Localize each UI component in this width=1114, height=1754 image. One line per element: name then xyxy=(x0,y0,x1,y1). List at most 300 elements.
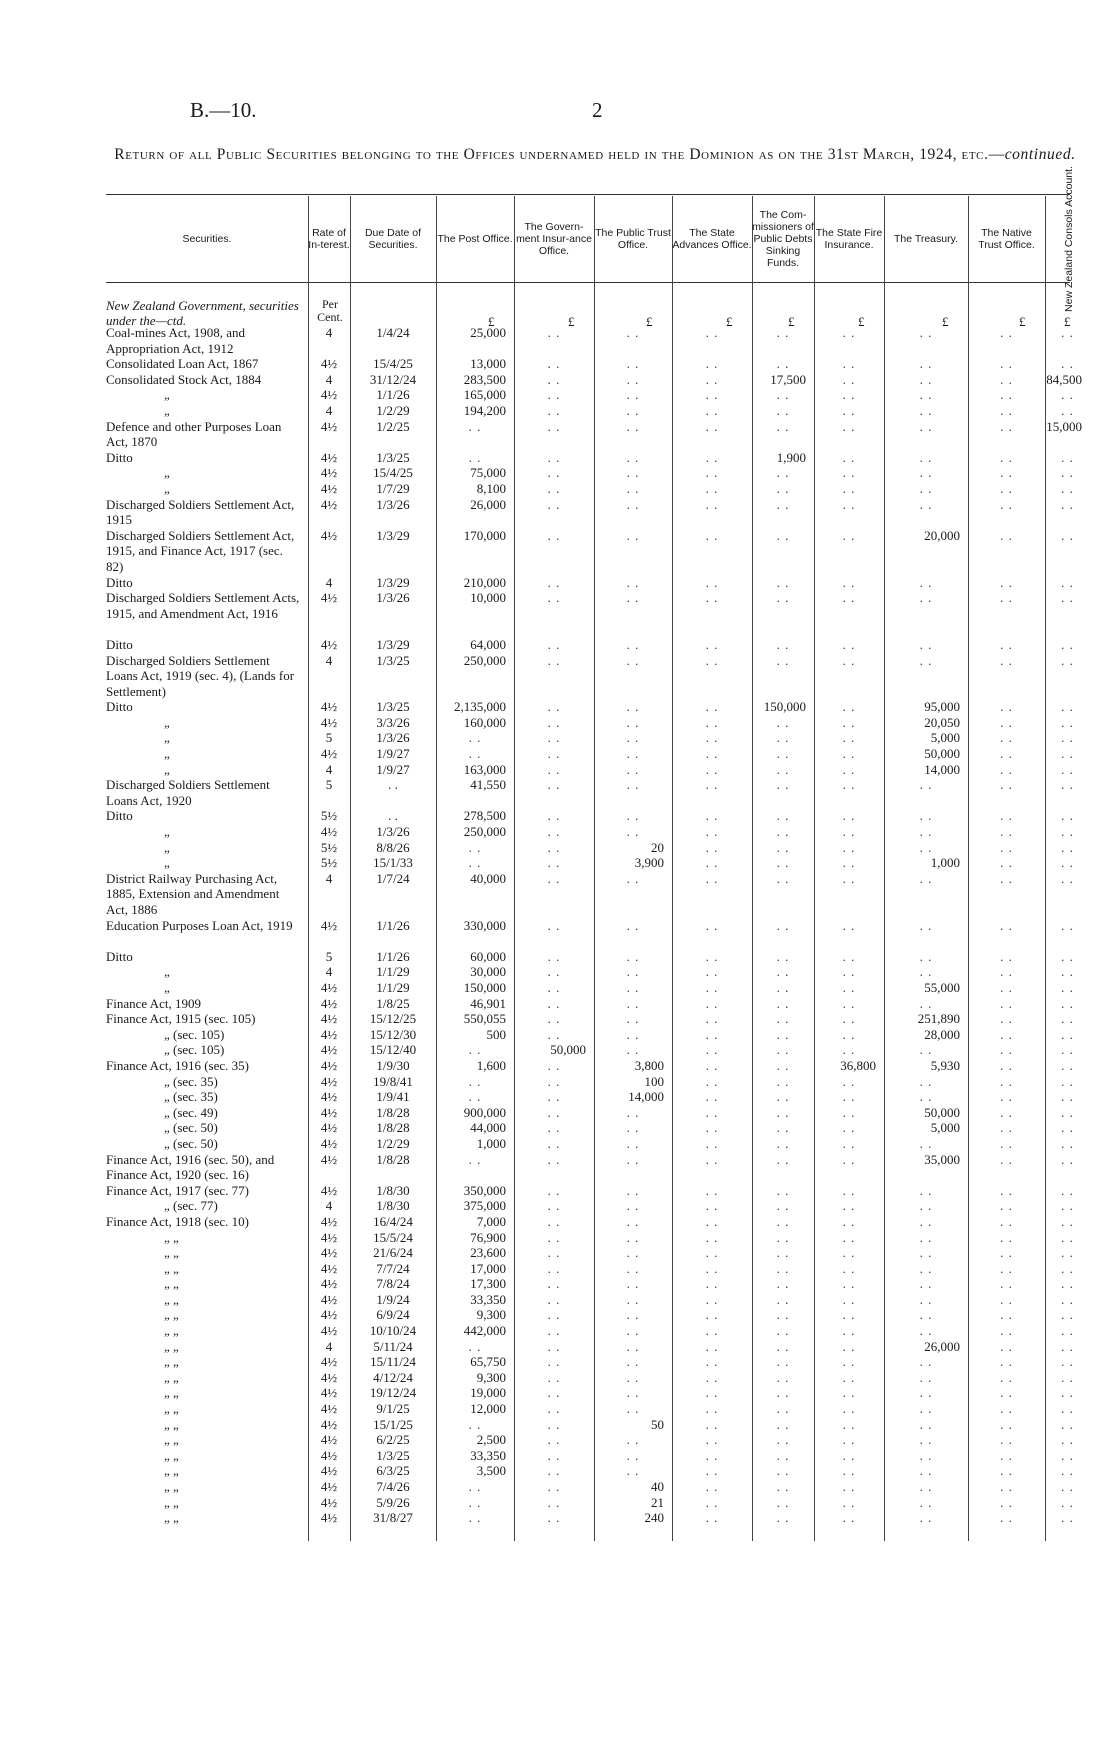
security-name: Discharged Soldiers Settlement Act, 1915 xyxy=(106,496,295,528)
empty-cell-dots: . . xyxy=(547,402,561,418)
column-header xyxy=(308,196,350,282)
due-date: 31/12/24 xyxy=(369,371,417,387)
interest-rate: 4 xyxy=(325,574,333,590)
due-date: 1/9/41 xyxy=(376,1089,410,1105)
due-date: 15/11/24 xyxy=(370,1354,416,1370)
empty-cell-dots: . . xyxy=(842,1432,856,1448)
empty-cell-dots: . . xyxy=(547,1369,561,1385)
empty-cell-dots: . . xyxy=(705,652,719,668)
table-row xyxy=(0,871,1114,918)
empty-cell-dots: . . xyxy=(705,1510,719,1526)
empty-cell-dots: . . xyxy=(919,917,933,933)
empty-cell-dots: . . xyxy=(1061,1432,1074,1448)
table-row xyxy=(0,808,1114,824)
amount-cell: 33,350 xyxy=(470,1447,506,1463)
due-date: 1/3/29 xyxy=(376,636,410,652)
empty-cell-dots: . . xyxy=(547,1182,561,1198)
empty-cell-dots: . . xyxy=(1000,1323,1013,1339)
amount-cell: 76,900 xyxy=(470,1229,506,1245)
empty-cell-dots: . . xyxy=(626,948,640,964)
empty-cell-dots: . . xyxy=(1061,636,1074,652)
empty-cell-dots: . . xyxy=(1000,1385,1013,1401)
security-name: „ xyxy=(164,730,170,746)
empty-cell-dots: . . xyxy=(1061,917,1074,933)
empty-cell-dots: . . xyxy=(776,746,790,762)
currency-unit: £ xyxy=(726,314,733,329)
empty-cell-dots: . . xyxy=(1061,730,1074,746)
empty-cell-dots: . . xyxy=(1000,1245,1013,1261)
interest-rate: 4½ xyxy=(320,356,338,372)
empty-cell-dots: . . xyxy=(468,1151,482,1167)
empty-cell-dots: . . xyxy=(547,824,561,840)
empty-cell-dots: . . xyxy=(919,1385,933,1401)
empty-cell-dots: . . xyxy=(776,948,790,964)
security-name: „ „ xyxy=(164,1510,179,1526)
due-date: 1/3/26 xyxy=(376,590,410,606)
interest-rate: 4½ xyxy=(320,496,338,512)
empty-cell-dots: . . xyxy=(1000,1494,1013,1510)
empty-cell-dots: . . xyxy=(1061,590,1074,606)
empty-cell-dots: . . xyxy=(705,1089,719,1105)
empty-cell-dots: . . xyxy=(919,574,933,590)
security-name: „ xyxy=(164,465,170,481)
due-date: . . xyxy=(388,808,398,824)
empty-cell-dots: . . xyxy=(1061,1057,1074,1073)
interest-rate: 4½ xyxy=(320,1323,338,1339)
due-date: 1/7/29 xyxy=(376,480,410,496)
amount-cell: 240 xyxy=(644,1510,664,1526)
currency-unit: £ xyxy=(1064,314,1071,329)
empty-cell-dots: . . xyxy=(705,371,719,387)
empty-cell-dots: . . xyxy=(842,1401,856,1417)
amount-cell: 5,000 xyxy=(930,730,960,746)
empty-cell-dots: . . xyxy=(776,964,790,980)
due-date: 6/2/25 xyxy=(376,1432,410,1448)
amount-cell: 84,500 xyxy=(1046,371,1082,387)
empty-cell-dots: . . xyxy=(468,1494,482,1510)
empty-cell-dots: . . xyxy=(919,964,933,980)
empty-cell-dots: . . xyxy=(776,1385,790,1401)
empty-cell-dots: . . xyxy=(705,1354,719,1370)
empty-cell-dots: . . xyxy=(547,449,561,465)
empty-cell-dots: . . xyxy=(1000,870,1013,886)
empty-cell-dots: . . xyxy=(468,1510,482,1526)
currency-unit: £ xyxy=(942,314,949,329)
amount-cell: 50,000 xyxy=(924,1104,960,1120)
due-date: 15/4/25 xyxy=(373,465,413,481)
security-name: Finance Act, 1916 (sec. 50), and Finance Act, 1920 (sec. 16) xyxy=(106,1151,275,1183)
due-date: 16/4/24 xyxy=(373,1213,413,1229)
table-row xyxy=(0,840,1114,856)
security-name: „ „ xyxy=(164,1369,179,1385)
empty-cell-dots: . . xyxy=(1000,387,1013,403)
column-header xyxy=(968,196,1045,282)
amount-cell: 150,000 xyxy=(463,980,506,995)
table-row xyxy=(0,996,1114,1012)
amount-cell: 17,000 xyxy=(470,1260,506,1276)
empty-cell-dots: . . xyxy=(776,1432,790,1448)
empty-cell-dots: . . xyxy=(1000,917,1013,933)
amount-cell: 21 xyxy=(651,1494,664,1510)
rate-unit: Per Cent. xyxy=(317,297,343,324)
empty-cell-dots: . . xyxy=(919,1494,933,1510)
empty-cell-dots: . . xyxy=(776,325,790,340)
column-header xyxy=(814,196,884,282)
table-row xyxy=(0,450,1114,466)
security-name: „ „ xyxy=(164,1229,179,1245)
due-date: 1/3/29 xyxy=(376,574,410,590)
empty-cell-dots: . . xyxy=(547,1011,561,1027)
interest-rate: 4½ xyxy=(320,387,338,403)
table-row xyxy=(0,1198,1114,1214)
empty-cell-dots: . . xyxy=(547,1198,561,1214)
column-header-label: The Native Trust Office. xyxy=(978,227,1035,251)
empty-cell-dots: . . xyxy=(776,1042,790,1058)
empty-cell-dots: . . xyxy=(1000,652,1013,668)
empty-cell-dots: . . xyxy=(1000,1089,1013,1105)
interest-rate: 4 xyxy=(325,402,333,418)
empty-cell-dots: . . xyxy=(626,465,640,481)
interest-rate: 4½ xyxy=(320,465,338,481)
empty-cell-dots: . . xyxy=(776,1182,790,1198)
security-name: „ (sec. 77) xyxy=(164,1198,218,1214)
interest-rate: 4½ xyxy=(320,1104,338,1120)
empty-cell-dots: . . xyxy=(1061,714,1074,730)
column-header xyxy=(752,196,814,282)
empty-cell-dots: . . xyxy=(1061,1245,1074,1261)
empty-cell-dots: . . xyxy=(1061,808,1074,824)
empty-cell-dots: . . xyxy=(547,839,561,855)
empty-cell-dots: . . xyxy=(919,1416,933,1432)
empty-cell-dots: . . xyxy=(705,730,719,746)
empty-cell-dots: . . xyxy=(1061,325,1074,340)
empty-cell-dots: . . xyxy=(776,870,790,886)
empty-cell-dots: . . xyxy=(842,1151,856,1167)
empty-cell-dots: . . xyxy=(842,1042,856,1058)
empty-cell-dots: . . xyxy=(1061,1026,1074,1042)
column-header-label: The Treasury. xyxy=(894,233,958,245)
empty-cell-dots: . . xyxy=(842,1135,856,1151)
due-date: 1/2/29 xyxy=(376,1135,410,1151)
empty-cell-dots: . . xyxy=(1061,1198,1074,1214)
empty-cell-dots: . . xyxy=(626,870,640,886)
table-row xyxy=(0,715,1114,731)
empty-cell-dots: . . xyxy=(1000,1229,1013,1245)
empty-cell-dots: . . xyxy=(547,1416,561,1432)
empty-cell-dots: . . xyxy=(842,855,856,871)
table-row xyxy=(0,637,1114,653)
empty-cell-dots: . . xyxy=(626,995,640,1011)
due-date: 1/3/25 xyxy=(376,699,410,715)
empty-cell-dots: . . xyxy=(776,1354,790,1370)
empty-cell-dots: . . xyxy=(547,418,561,434)
security-name: Discharged Soldiers Settlement Loans Act, 1920 xyxy=(106,777,270,808)
due-date: 5/11/24 xyxy=(373,1338,413,1354)
empty-cell-dots: . . xyxy=(626,1432,640,1448)
table-row xyxy=(0,1370,1114,1386)
interest-rate: 4½ xyxy=(320,1354,338,1370)
currency-unit: £ xyxy=(646,314,653,329)
amount-cell: 40,000 xyxy=(470,870,506,886)
amount-cell: 55,000 xyxy=(924,980,960,995)
security-name: „ „ xyxy=(164,1463,179,1479)
security-name: „ „ xyxy=(164,1245,179,1261)
empty-cell-dots: . . xyxy=(919,824,933,840)
empty-cell-dots: . . xyxy=(705,948,719,964)
securities-table-body xyxy=(0,325,1114,1526)
empty-cell-dots: . . xyxy=(547,1479,561,1494)
empty-cell-dots: . . xyxy=(547,1073,561,1089)
empty-cell-dots: . . xyxy=(705,1120,719,1136)
empty-cell-dots: . . xyxy=(1061,387,1074,403)
empty-cell-dots: . . xyxy=(1000,1416,1013,1432)
empty-cell-dots: . . xyxy=(1061,824,1074,840)
interest-rate: 4½ xyxy=(320,1182,338,1198)
empty-cell-dots: . . xyxy=(705,1494,719,1510)
empty-cell-dots: . . xyxy=(1061,1229,1074,1245)
interest-rate: 5 xyxy=(325,730,333,746)
empty-cell-dots: . . xyxy=(626,1276,640,1292)
empty-cell-dots: . . xyxy=(919,1369,933,1385)
empty-cell-dots: . . xyxy=(705,480,719,496)
table-row xyxy=(0,1417,1114,1433)
empty-cell-dots: . . xyxy=(547,1260,561,1276)
table-row xyxy=(0,1245,1114,1261)
empty-cell-dots: . . xyxy=(776,808,790,824)
empty-cell-dots: . . xyxy=(919,402,933,418)
security-name: „ (sec. 105) xyxy=(164,1026,225,1042)
empty-cell-dots: . . xyxy=(626,496,640,512)
empty-cell-dots: . . xyxy=(842,1245,856,1261)
empty-cell-dots: . . xyxy=(776,1245,790,1261)
table-row xyxy=(0,1027,1114,1043)
amount-cell: 250,000 xyxy=(463,652,506,668)
empty-cell-dots: . . xyxy=(842,371,856,387)
empty-cell-dots: . . xyxy=(468,1479,482,1494)
empty-cell-dots: . . xyxy=(1000,1510,1013,1526)
table-row xyxy=(0,1120,1114,1136)
amount-cell: 65,750 xyxy=(470,1354,506,1370)
empty-cell-dots: . . xyxy=(776,1213,790,1229)
empty-cell-dots: . . xyxy=(1061,699,1074,715)
empty-cell-dots: . . xyxy=(547,1276,561,1292)
empty-cell-dots: . . xyxy=(1061,777,1074,793)
empty-cell-dots: . . xyxy=(776,1011,790,1027)
empty-cell-dots: . . xyxy=(1000,948,1013,964)
empty-cell-dots: . . xyxy=(468,1042,482,1058)
column-header-label: The Public Trust Office. xyxy=(595,227,671,251)
amount-cell: 3,900 xyxy=(634,855,664,871)
security-name: „ xyxy=(164,761,170,777)
empty-cell-dots: . . xyxy=(919,1213,933,1229)
empty-cell-dots: . . xyxy=(705,590,719,606)
empty-cell-dots: . . xyxy=(1000,465,1013,481)
amount-cell: 5,000 xyxy=(930,1120,960,1136)
due-date: 15/12/25 xyxy=(369,1011,417,1027)
empty-cell-dots: . . xyxy=(1000,1182,1013,1198)
interest-rate: 4½ xyxy=(320,1291,338,1307)
empty-cell-dots: . . xyxy=(1000,1026,1013,1042)
empty-cell-dots: . . xyxy=(776,387,790,403)
empty-cell-dots: . . xyxy=(626,730,640,746)
empty-cell-dots: . . xyxy=(626,714,640,730)
empty-cell-dots: . . xyxy=(842,995,856,1011)
interest-rate: 4 xyxy=(325,371,333,387)
empty-cell-dots: . . xyxy=(547,325,561,340)
amount-cell: 36,800 xyxy=(840,1057,876,1073)
interest-rate: 4½ xyxy=(320,1401,338,1417)
empty-cell-dots: . . xyxy=(547,1229,561,1245)
column-header xyxy=(672,196,752,282)
empty-cell-dots: . . xyxy=(776,1260,790,1276)
empty-cell-dots: . . xyxy=(705,870,719,886)
empty-cell-dots: . . xyxy=(842,824,856,840)
empty-cell-dots: . . xyxy=(1061,1369,1074,1385)
empty-cell-dots: . . xyxy=(626,1291,640,1307)
empty-cell-dots: . . xyxy=(842,652,856,668)
empty-cell-dots: . . xyxy=(547,1104,561,1120)
empty-cell-dots: . . xyxy=(776,590,790,606)
due-date: 1/1/29 xyxy=(376,964,410,980)
amount-cell: 17,500 xyxy=(770,371,806,387)
due-date: 1/4/24 xyxy=(376,325,410,340)
security-name: „ „ xyxy=(164,1338,179,1354)
due-date: 1/3/26 xyxy=(376,824,410,840)
interest-rate: 4½ xyxy=(320,1385,338,1401)
security-name: Ditto xyxy=(106,948,133,964)
table-row xyxy=(0,419,1114,450)
amount-cell: 900,000 xyxy=(463,1104,506,1120)
table-row xyxy=(0,1339,1114,1355)
empty-cell-dots: . . xyxy=(842,480,856,496)
empty-cell-dots: . . xyxy=(705,714,719,730)
amount-cell: 250,000 xyxy=(463,824,506,840)
empty-cell-dots: . . xyxy=(626,1369,640,1385)
interest-rate: 4½ xyxy=(320,1369,338,1385)
security-name: Discharged Soldiers Settlement Acts, 1915, and Amendment Act, 1916 xyxy=(106,590,300,621)
amount-cell: 26,000 xyxy=(470,496,506,512)
empty-cell-dots: . . xyxy=(842,1291,856,1307)
empty-cell-dots: . . xyxy=(626,356,640,372)
empty-cell-dots: . . xyxy=(842,948,856,964)
empty-cell-dots: . . xyxy=(919,995,933,1011)
empty-cell-dots: . . xyxy=(547,1432,561,1448)
security-name: „ xyxy=(164,480,170,496)
empty-cell-dots: . . xyxy=(1061,746,1074,762)
table-row xyxy=(0,746,1114,762)
amount-cell: 14,000 xyxy=(628,1089,664,1105)
empty-cell-dots: . . xyxy=(626,1135,640,1151)
empty-cell-dots: . . xyxy=(1061,1401,1074,1417)
column-header-label: The Govern-ment Insur-ance Office. xyxy=(516,221,592,257)
security-name: Ditto xyxy=(106,636,133,652)
empty-cell-dots: . . xyxy=(776,636,790,652)
empty-cell-dots: . . xyxy=(919,1073,933,1089)
amount-cell: 15,000 xyxy=(1046,418,1082,434)
security-name: Consolidated Stock Act, 1884 xyxy=(106,371,262,387)
empty-cell-dots: . . xyxy=(468,418,482,434)
security-name: „ „ xyxy=(164,1447,179,1463)
amount-cell: 23,600 xyxy=(470,1245,506,1261)
empty-cell-dots: . . xyxy=(1000,574,1013,590)
empty-cell-dots: . . xyxy=(776,1510,790,1526)
empty-cell-dots: . . xyxy=(547,652,561,668)
empty-cell-dots: . . xyxy=(1000,1447,1013,1463)
column-header xyxy=(350,196,436,282)
empty-cell-dots: . . xyxy=(1000,1057,1013,1073)
table-row xyxy=(0,1105,1114,1121)
due-date: 1/3/29 xyxy=(376,527,410,543)
empty-cell-dots: . . xyxy=(547,917,561,933)
empty-cell-dots: . . xyxy=(1000,1073,1013,1089)
empty-cell-dots: . . xyxy=(1000,964,1013,980)
due-date: 15/4/25 xyxy=(373,356,413,372)
empty-cell-dots: . . xyxy=(919,387,933,403)
column-header-label: The State Advances Office. xyxy=(672,227,752,251)
empty-cell-dots: . . xyxy=(1061,1338,1074,1354)
interest-rate: 4½ xyxy=(320,1229,338,1245)
amount-cell: 35,000 xyxy=(924,1151,960,1167)
due-date: 15/1/25 xyxy=(373,1416,413,1432)
table-row xyxy=(0,590,1114,637)
empty-cell-dots: . . xyxy=(705,1432,719,1448)
empty-cell-dots: . . xyxy=(547,777,561,793)
empty-cell-dots: . . xyxy=(547,730,561,746)
empty-cell-dots: . . xyxy=(1000,855,1013,871)
security-name: „ xyxy=(164,824,170,840)
due-date: 1/3/25 xyxy=(376,652,410,668)
empty-cell-dots: . . xyxy=(626,1104,640,1120)
interest-rate: 4½ xyxy=(320,1073,338,1089)
table-row xyxy=(0,980,1114,996)
due-date: 5/9/26 xyxy=(376,1494,410,1510)
empty-cell-dots: . . xyxy=(1000,1011,1013,1027)
empty-cell-dots: . . xyxy=(842,1416,856,1432)
empty-cell-dots: . . xyxy=(547,1151,561,1167)
table-row xyxy=(0,356,1114,372)
security-name: Ditto xyxy=(106,808,133,824)
column-header-label: New Zealand Consols Account. xyxy=(1062,166,1075,312)
empty-cell-dots: . . xyxy=(919,449,933,465)
interest-rate: 4½ xyxy=(320,1260,338,1276)
security-name: „ „ xyxy=(164,1291,179,1307)
interest-rate: 4½ xyxy=(320,1042,338,1058)
interest-rate: 4½ xyxy=(320,590,338,606)
empty-cell-dots: . . xyxy=(1000,1401,1013,1417)
empty-cell-dots: . . xyxy=(919,1401,933,1417)
due-date: 1/7/24 xyxy=(376,870,410,886)
empty-cell-dots: . . xyxy=(626,1260,640,1276)
table-row xyxy=(0,824,1114,840)
amount-cell: 25,000 xyxy=(470,325,506,340)
empty-cell-dots: . . xyxy=(547,870,561,886)
table-row xyxy=(0,372,1114,388)
empty-cell-dots: . . xyxy=(547,1120,561,1136)
due-date: 1/9/27 xyxy=(376,761,410,777)
empty-cell-dots: . . xyxy=(1000,1198,1013,1214)
empty-cell-dots: . . xyxy=(842,714,856,730)
empty-cell-dots: . . xyxy=(468,449,482,465)
empty-cell-dots: . . xyxy=(626,964,640,980)
table-row xyxy=(0,1292,1114,1308)
empty-cell-dots: . . xyxy=(705,980,719,995)
amount-cell: 50 xyxy=(651,1416,664,1432)
empty-cell-dots: . . xyxy=(705,1338,719,1354)
amount-cell: 5,930 xyxy=(930,1057,960,1073)
amount-cell: 17,300 xyxy=(470,1276,506,1292)
empty-cell-dots: . . xyxy=(919,1510,933,1526)
empty-cell-dots: . . xyxy=(776,1307,790,1323)
